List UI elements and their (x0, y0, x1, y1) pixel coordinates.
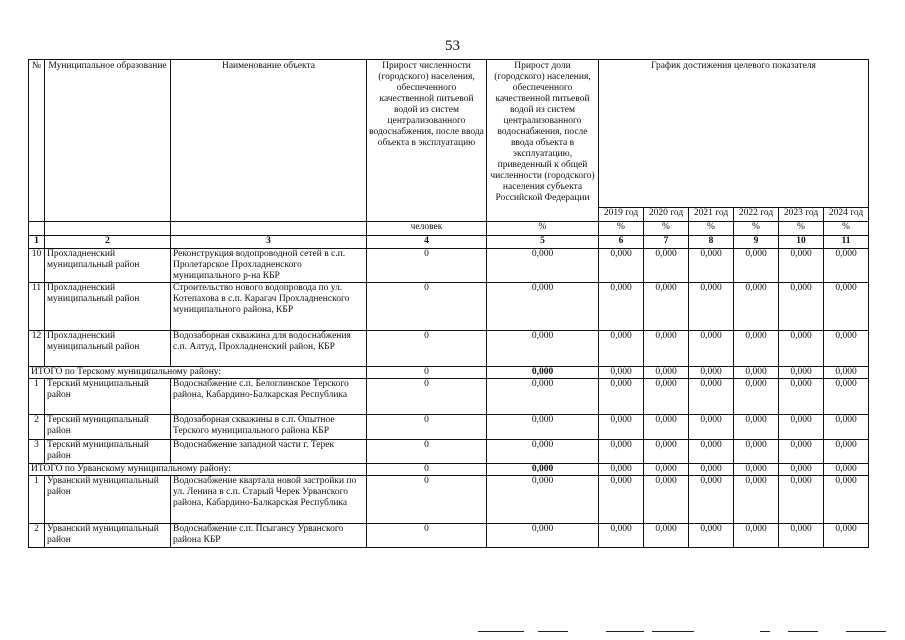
column-number: 5 (487, 236, 599, 249)
column-number: 9 (734, 236, 779, 249)
row-number-cell: 1 (29, 476, 45, 524)
header-year: 2019 год (599, 208, 644, 222)
population-growth-cell: 0 (367, 476, 487, 524)
year-value-cell: 0,000 (689, 331, 734, 367)
year-value-cell: 0,000 (824, 249, 869, 283)
year-value-cell: 0,000 (599, 524, 644, 548)
year-value-cell: 0,000 (689, 415, 734, 440)
share-growth-cell: 0,000 (487, 440, 599, 464)
object-name-cell: Водоснабжение с.п. Псыгансу Урванского района КБР (171, 524, 367, 548)
column-number: 6 (599, 236, 644, 249)
header-schedule: График достижения целевого показателя (599, 60, 869, 208)
municipality-cell: Прохладненский муниципальный район (45, 331, 171, 367)
year-value-cell: 0,000 (689, 476, 734, 524)
population-growth-cell: 0 (367, 283, 487, 331)
table-row (29, 249, 869, 283)
total-label: ИТОГО по Урванскому муниципальному району: (29, 464, 367, 476)
year-value-cell: 0,000 (689, 367, 734, 379)
municipality-cell: Терский муниципальный район (45, 440, 171, 464)
year-value-cell: 0,000 (824, 415, 869, 440)
object-name-cell: Водоснабжение с.п. Белоглинское Терского района, Кабардино-Балкарская Республика (171, 379, 367, 415)
row-number-cell: 12 (29, 331, 45, 367)
population-growth-cell: 0 (367, 249, 487, 283)
year-value-cell: 0,000 (644, 249, 689, 283)
year-value-cell: 0,000 (734, 415, 779, 440)
year-value-cell: 0,000 (689, 464, 734, 476)
year-value-cell: 0,000 (779, 524, 824, 548)
unit-percent: % (689, 222, 734, 236)
municipality-cell: Терский муниципальный район (45, 379, 171, 415)
year-value-cell: 0,000 (599, 440, 644, 464)
year-value-cell: 0,000 (734, 249, 779, 283)
year-value-cell: 0,000 (689, 440, 734, 464)
year-value-cell: 0,000 (824, 464, 869, 476)
year-value-cell: 0,000 (689, 524, 734, 548)
share-growth-cell: 0,000 (487, 367, 599, 379)
header-population-growth: Прирост численности (городского) населения, обеспеченного качественной питьевой водой из систем централизованного водоснабжения, после ввода объекта в эксплуатацию (367, 60, 487, 222)
row-number-cell: 3 (29, 440, 45, 464)
header-year: 2022 год (734, 208, 779, 222)
year-value-cell: 0,000 (734, 331, 779, 367)
municipality-cell: Прохладненский муниципальный район (45, 283, 171, 331)
year-value-cell: 0,000 (824, 524, 869, 548)
row-number-cell: 2 (29, 415, 45, 440)
unit-percent: % (824, 222, 869, 236)
footer-underlines (0, 629, 905, 635)
year-value-cell: 0,000 (599, 283, 644, 331)
header-object: Наименование объекта (171, 60, 367, 222)
year-value-cell: 0,000 (734, 476, 779, 524)
year-value-cell: 0,000 (599, 415, 644, 440)
year-value-cell: 0,000 (689, 249, 734, 283)
row-number-cell: 1 (29, 379, 45, 415)
year-value-cell: 0,000 (644, 476, 689, 524)
year-value-cell: 0,000 (779, 379, 824, 415)
object-name-cell: Водозаборная скважины в с.п. Опытное Терского муниципального района КБР (171, 415, 367, 440)
header-year: 2021 год (689, 208, 734, 222)
unit-percent: % (779, 222, 824, 236)
share-growth-cell: 0,000 (487, 476, 599, 524)
year-value-cell: 0,000 (779, 440, 824, 464)
year-value-cell: 0,000 (779, 464, 824, 476)
year-value-cell: 0,000 (779, 415, 824, 440)
unit-percent: % (599, 222, 644, 236)
year-value-cell: 0,000 (734, 367, 779, 379)
year-value-cell: 0,000 (599, 476, 644, 524)
unit-people: человек (367, 222, 487, 236)
table-row (29, 331, 869, 367)
year-value-cell: 0,000 (644, 379, 689, 415)
share-growth-cell: 0,000 (487, 464, 599, 476)
year-value-cell: 0,000 (824, 476, 869, 524)
year-value-cell: 0,000 (644, 524, 689, 548)
year-value-cell: 0,000 (734, 464, 779, 476)
year-value-cell: 0,000 (644, 415, 689, 440)
total-row (29, 367, 869, 379)
population-growth-cell: 0 (367, 415, 487, 440)
year-value-cell: 0,000 (824, 367, 869, 379)
column-number: 2 (45, 236, 171, 249)
year-value-cell: 0,000 (689, 283, 734, 331)
year-value-cell: 0,000 (824, 283, 869, 331)
share-growth-cell: 0,000 (487, 249, 599, 283)
year-value-cell: 0,000 (779, 367, 824, 379)
year-value-cell: 0,000 (644, 283, 689, 331)
table-row (29, 440, 869, 464)
page-number: 53 (445, 38, 460, 54)
object-name-cell: Водоснабжение квартала новой застройки по ул. Ленина в с.п. Старый Черек Урванского района, Кабардино-Балкарская Республика (171, 476, 367, 524)
year-value-cell: 0,000 (599, 367, 644, 379)
header-share-growth: Прирост доли (городского) населения, обеспеченного качественной питьевой водой из систем централизованного водоснабжения, после ввода объекта в эксплуатацию, приведенный к общей численности (городского) населения субъекта Российской Федерации (487, 60, 599, 222)
year-value-cell: 0,000 (644, 331, 689, 367)
column-number: 4 (367, 236, 487, 249)
column-number: 10 (779, 236, 824, 249)
table-row (29, 476, 869, 524)
year-value-cell: 0,000 (644, 464, 689, 476)
year-value-cell: 0,000 (734, 440, 779, 464)
year-value-cell: 0,000 (734, 379, 779, 415)
population-growth-cell: 0 (367, 367, 487, 379)
row-number-cell: 11 (29, 283, 45, 331)
share-growth-cell: 0,000 (487, 524, 599, 548)
table-row (29, 379, 869, 415)
header-year: 2024 год (824, 208, 869, 222)
column-number: 8 (689, 236, 734, 249)
table-row (29, 283, 869, 331)
header-municipality: Муниципальное образование (45, 60, 171, 222)
unit-percent: % (644, 222, 689, 236)
year-value-cell: 0,000 (689, 379, 734, 415)
header-year: 2023 год (779, 208, 824, 222)
year-value-cell: 0,000 (734, 283, 779, 331)
year-value-cell: 0,000 (599, 249, 644, 283)
year-value-cell: 0,000 (734, 524, 779, 548)
column-number: 11 (824, 236, 869, 249)
year-value-cell: 0,000 (599, 464, 644, 476)
year-value-cell: 0,000 (779, 331, 824, 367)
municipality-cell: Урванский муниципальный район (45, 524, 171, 548)
column-number: 3 (171, 236, 367, 249)
table-row (29, 524, 869, 548)
year-value-cell: 0,000 (779, 283, 824, 331)
year-value-cell: 0,000 (644, 440, 689, 464)
population-growth-cell: 0 (367, 331, 487, 367)
column-number: 1 (29, 236, 45, 249)
object-name-cell: Водоснабжение западной части г. Терек (171, 440, 367, 464)
unit-percent: % (487, 222, 599, 236)
unit-percent: % (734, 222, 779, 236)
row-number-cell: 2 (29, 524, 45, 548)
share-growth-cell: 0,000 (487, 379, 599, 415)
target-indicator-table (28, 59, 869, 548)
year-value-cell: 0,000 (599, 379, 644, 415)
municipality-cell: Терский муниципальный район (45, 415, 171, 440)
object-name-cell: Водозаборная скважина для водоснабжения с.п. Алтуд, Прохладненский район, КБР (171, 331, 367, 367)
population-growth-cell: 0 (367, 379, 487, 415)
object-name-cell: Строительство нового водопровода по ул. Котепахова в с.п. Карагач Прохладненского муниципального района, КБР (171, 283, 367, 331)
column-number: 7 (644, 236, 689, 249)
total-row (29, 464, 869, 476)
year-value-cell: 0,000 (779, 476, 824, 524)
year-value-cell: 0,000 (644, 367, 689, 379)
year-value-cell: 0,000 (824, 440, 869, 464)
population-growth-cell: 0 (367, 464, 487, 476)
population-growth-cell: 0 (367, 524, 487, 548)
row-number-cell: 10 (29, 249, 45, 283)
year-value-cell: 0,000 (824, 379, 869, 415)
share-growth-cell: 0,000 (487, 283, 599, 331)
share-growth-cell: 0,000 (487, 415, 599, 440)
header-no: № (29, 60, 45, 222)
share-growth-cell: 0,000 (487, 331, 599, 367)
year-value-cell: 0,000 (599, 331, 644, 367)
object-name-cell: Реконструкция водопроводной сетей в с.п. Пролетарское Прохладненского муниципального р-на КБР (171, 249, 367, 283)
municipality-cell: Урванский муниципальный район (45, 476, 171, 524)
header-year: 2020 год (644, 208, 689, 222)
year-value-cell: 0,000 (779, 249, 824, 283)
municipality-cell: Прохладненский муниципальный район (45, 249, 171, 283)
population-growth-cell: 0 (367, 440, 487, 464)
year-value-cell: 0,000 (824, 331, 869, 367)
table-row (29, 415, 869, 440)
total-label: ИТОГО по Терскому муниципальному району: (29, 367, 367, 379)
